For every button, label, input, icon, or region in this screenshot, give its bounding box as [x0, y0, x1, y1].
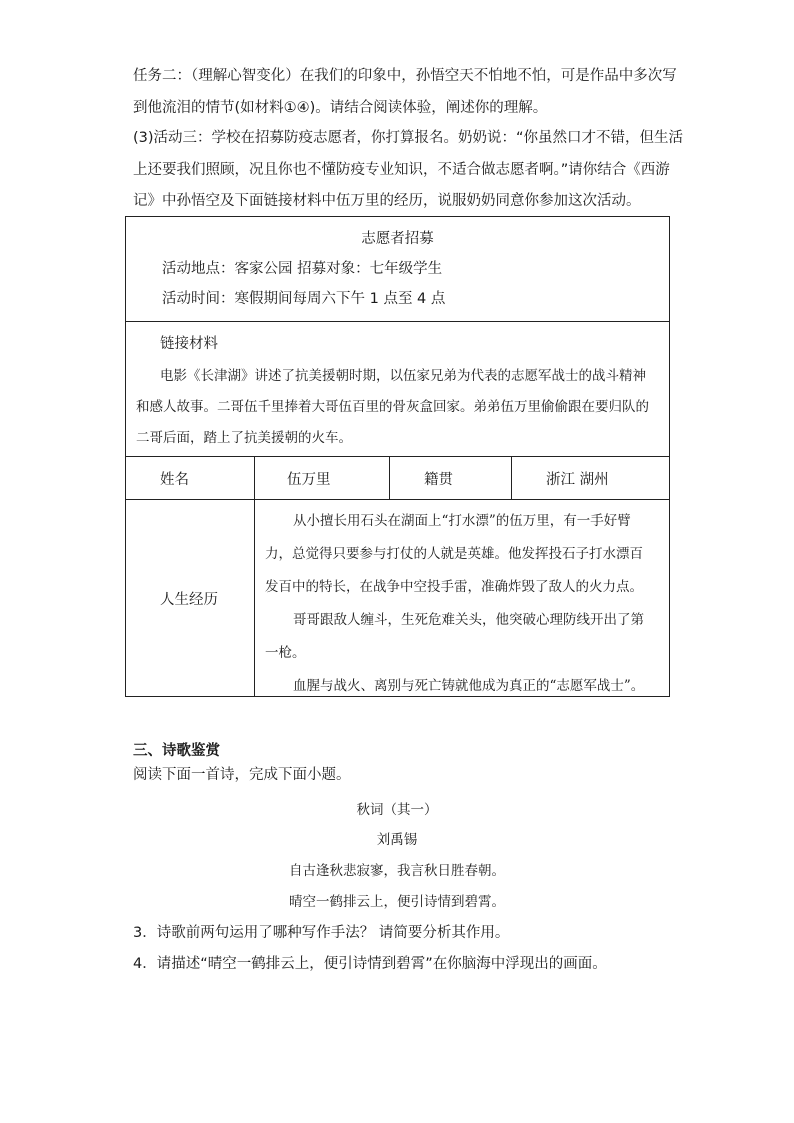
task2-line2: 到他流泪的情节(如材料①④)。请结合阅读体验，阐述你的理解。: [133, 100, 548, 116]
link-line3: 二哥后面，踏上了抗美援朝的火车。: [136, 430, 352, 446]
poem-line2: 晴空一鹤排云上，便引诗情到碧霄。: [289, 894, 505, 910]
poem-author: 刘禹锡: [376, 832, 418, 848]
recruit-cell: [126, 217, 670, 322]
activity3-line2: 上还要我们照顾，况且你也不懂防疫专业知识，不适合做志愿者啊。”请你结合《西游: [133, 162, 670, 178]
life-p2-l1: 哥哥跟敌人缠斗，生死危难关头，他突破心理防线开出了第: [293, 612, 644, 628]
section3-instruction: 阅读下面一首诗，完成下面小题。: [133, 767, 351, 783]
life-label-cell: 人生经历: [126, 500, 255, 697]
life-p2-l2: 一枪。: [265, 645, 306, 661]
section3-heading: 三、诗歌鉴赏: [133, 743, 220, 759]
name-label-cell: 姓名: [126, 457, 255, 500]
poem-line1: 自古逢秋悲寂寥，我言秋日胜春朝。: [289, 863, 505, 879]
link-line1: 电影《长津湖》讲述了抗美援朝时期，以伍家兄弟为代表的志愿军战士的战斗精神: [160, 368, 646, 384]
recruit-time: 活动时间：寒假期间每周六下午 1 点至 4 点: [162, 291, 446, 307]
recruit-location: 活动地点：客家公园 招募对象：七年级学生: [162, 261, 443, 277]
activity3-line1: (3)活动三：学校在招募防疫志愿者，你打算报名。奶奶说：“你虽然口才不错，但生活: [133, 130, 684, 146]
link-material-cell: [126, 322, 670, 457]
origin-value-cell: 浙江 湖州: [512, 457, 670, 500]
question-4: 4．请描述“晴空一鹤排云上，便引诗情到碧霄”在你脑海中浮现出的画面。: [133, 956, 607, 972]
link-line2: 和感人故事。二哥伍千里捧着大哥伍百里的骨灰盒回家。弟弟伍万里偷偷跟在要归队的: [136, 399, 649, 415]
life-p1-l1: 从小擅长用石头在湖面上“打水漂”的伍万里，有一手好臂: [293, 513, 631, 529]
name-value-cell: 伍万里: [255, 457, 390, 500]
recruit-title: 志愿者招募: [361, 231, 434, 247]
life-p1-l2: 力，总觉得只要参与打仗的人就是英雄。他发挥投石子打水漂百: [265, 546, 643, 562]
life-p3-l1: 血腥与战火、离别与死亡铸就他成为真正的“志愿军战士”。: [293, 678, 645, 694]
poem-title: 秋词（其一）: [356, 802, 438, 818]
activity3-line3: 记》中孙悟空及下面链接材料中伍万里的经历，说服奶奶同意你参加这次活动。: [133, 193, 641, 209]
question-3: 3．诗歌前两句运用了哪种写作手法？ 请简要分析其作用。: [133, 925, 510, 941]
link-heading: 链接材料: [160, 336, 218, 352]
life-p1-l3: 发百中的特长，在战争中空投手雷，准确炸毁了敌人的火力点。: [265, 579, 643, 595]
task2-line1: 任务二：（理解心智变化）在我们的印象中，孙悟空天不怕地不怕，可是作品中多次写: [133, 68, 677, 84]
origin-label-cell: 籍贯: [390, 457, 512, 500]
volunteer-table: [125, 216, 670, 697]
life-content-cell: [255, 500, 670, 697]
